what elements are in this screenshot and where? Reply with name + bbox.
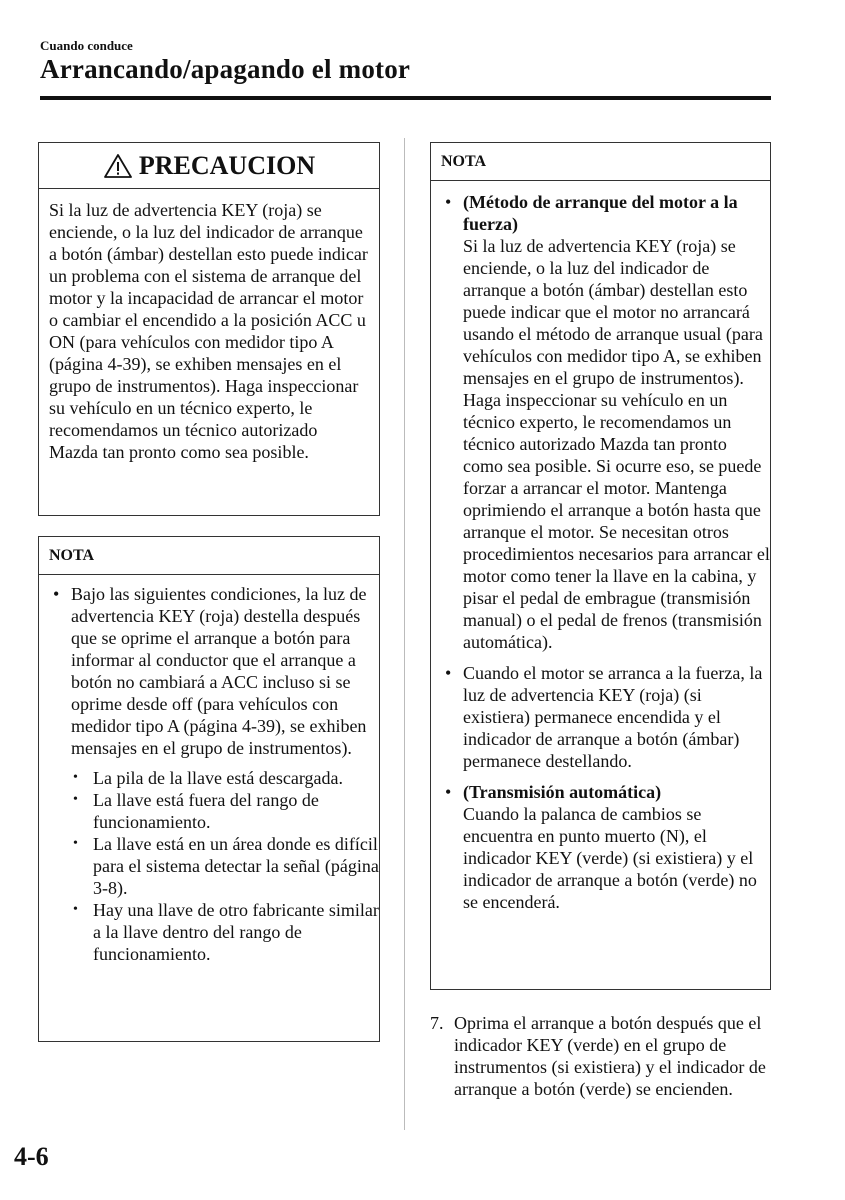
caution-heading: PRECAUCION: [138, 150, 316, 180]
caution-text: Si la luz de advertencia KEY (roja) se enciende, o la luz del indicador de arranque a botón (ámbar) destellan esto puede indicar un problema con el sistema de arranque del motor y la incapacidad de arrancar el motor o cambiar el encendido a la posición ACC u ON (para vehículos con medidor tipo A (página 4-39), se exhiben mensajes en el grupo de instrumentos). Haga inspeccionar su vehículo en un técnico experto, le recomendamos un técnico autorizado Mazda tan pronto como sea posible.: [49, 200, 368, 462]
conditions-list: [71, 767, 379, 965]
page-title: Arrancando/apagando el motor: [40, 54, 411, 84]
page-number: 4-6: [14, 1142, 49, 1171]
note-item-title: (Método de arranque del motor a la fuerza): [463, 192, 738, 234]
list-item: [39, 583, 379, 965]
caution-header: [39, 143, 379, 189]
step-number: 7.: [430, 1013, 444, 1033]
condition-item: • La llave está fuera del rango de funcionamiento.: [71, 789, 379, 833]
note-box-left: [38, 536, 380, 1042]
note-box-right: [430, 142, 771, 990]
warning-triangle-icon: [103, 153, 133, 179]
title-divider: [40, 96, 771, 100]
note-list: [431, 181, 770, 913]
list-item: [431, 191, 770, 653]
step-text: Oprima el arranque a botón después que el indicador KEY (verde) en el grupo de instrumentos (si existiera) y el indicador de arranque a botón (verde) se encienden.: [454, 1013, 766, 1099]
condition-item: • La pila de la llave está descargada.: [71, 767, 379, 789]
note-heading: NOTA: [431, 143, 770, 181]
condition-item: • Hay una llave de otro fabricante similar a la llave dentro del rango de funcionamiento.: [71, 899, 379, 965]
section-label: Cuando conduce: [40, 38, 133, 53]
note-bullet-text: Bajo las siguientes condiciones, la luz de advertencia KEY (roja) destella después que se oprime el arranque a botón para informar al conductor que el arranque a botón no cambiará a ACC incluso si se oprime desde off (para vehículos con medidor tipo A (página 4-39), se exhiben mensajes en el grupo de instrumentos).: [71, 584, 367, 758]
note-item-text: Cuando el motor se arranca a la fuerza, la luz de advertencia KEY (roja) (si existiera) permanece encendida y el indicador de arranque a botón (ámbar) permanece destellando.: [463, 663, 763, 771]
list-item: [431, 781, 770, 913]
note-heading: NOTA: [39, 537, 379, 575]
condition-item: • La llave está en un área donde es difícil para el sistema detectar la señal (página 3-8).: [71, 833, 379, 899]
list-item: [431, 662, 770, 772]
procedure-step: [430, 1012, 775, 1100]
column-divider: [404, 138, 405, 1130]
note-item-text: Cuando la palanca de cambios se encuentra en punto muerto (N), el indicador KEY (verde) (si existiera) y el indicador de arranque a botón (verde) no se encenderá.: [463, 804, 757, 912]
caution-box: [38, 142, 380, 516]
note-item-text: Si la luz de advertencia KEY (roja) se enciende, o la luz del indicador de arranque a botón (ámbar) destellan esto puede indicar que el motor no arrancará usando el método de arranque usual (para vehículos con medidor tipo A, se exhiben mensajes en el grupo de instrumentos). Haga inspeccionar su vehículo en un técnico experto, le recomendamos un técnico autorizado Mazda tan pronto como sea posible. Si ocurre eso, se puede forzar a arrancar el motor. Mantenga oprimiendo el arranque a botón hasta que arranque el motor. Se necesitan otros procedimientos necesarios para arrancar el motor como tener la llave en la cabina, y pisar el pedal de embrague (transmisión manual) o el pedal de frenos (transmisión automática).: [463, 236, 770, 652]
note-item-title: (Transmisión automática): [463, 782, 662, 802]
note-list: [39, 575, 379, 965]
